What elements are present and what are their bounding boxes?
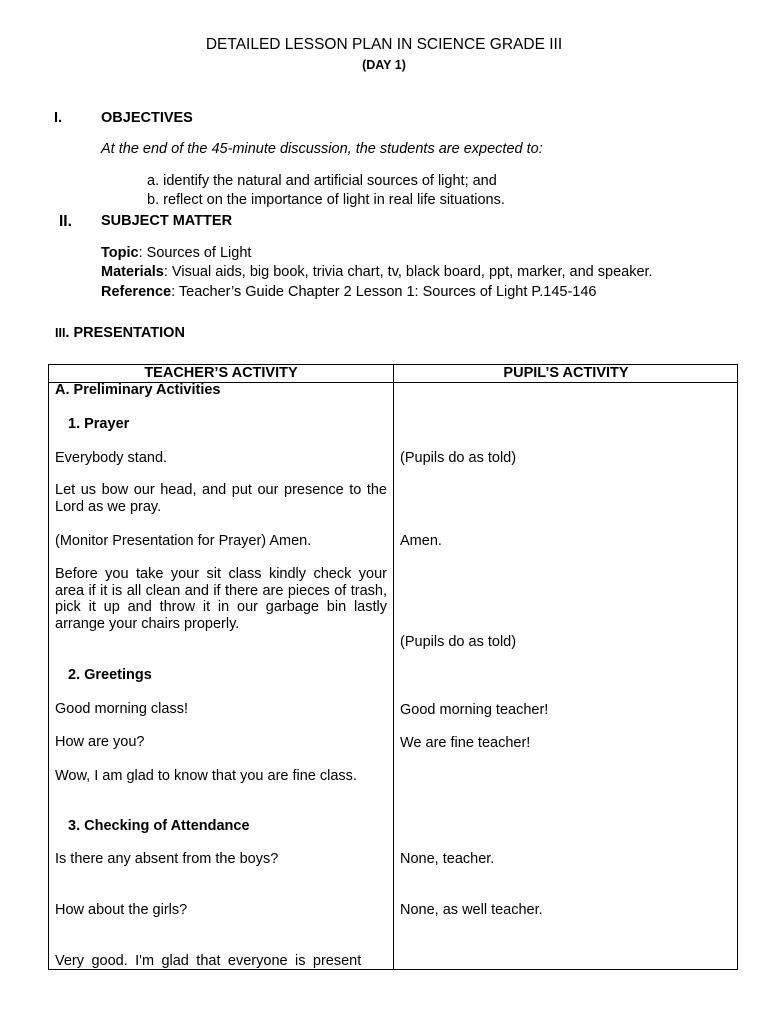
reference-value: : Teacher’s Guide Chapter 2 Lesson 1: Sources of Light P.145-146	[171, 284, 597, 300]
presentation-heading	[55, 325, 185, 341]
pupil-fine: We are fine teacher!	[400, 735, 531, 751]
teacher-very-good: Very good. I'm glad that everyone is present	[55, 953, 362, 969]
topic-label: Topic	[101, 245, 139, 261]
presentation-heading-text: . PRESENTATION	[65, 325, 185, 341]
reference-line	[101, 284, 596, 300]
document-title: DETAILED LESSON PLAN IN SCIENCE GRADE III	[205, 36, 563, 53]
teacher-absent-boys: Is there any absent from the boys?	[55, 851, 279, 867]
materials-value: : Visual aids, big book, trivia chart, tv, black board, ppt, marker, and speaker.	[163, 264, 653, 280]
attendance-heading: 3. Checking of Attendance	[68, 818, 250, 834]
pupil-good-morning: Good morning teacher!	[400, 702, 549, 718]
teacher-activity-header: TEACHER’S ACTIVITY	[144, 365, 298, 381]
teacher-good-morning: Good morning class!	[55, 701, 188, 717]
prayer-heading: 1. Prayer	[68, 416, 130, 432]
presentation-numeral: III	[55, 326, 66, 340]
pupil-do-as-told-1: (Pupils do as told)	[400, 450, 517, 466]
topic-line	[101, 245, 251, 261]
teacher-about-girls: How about the girls?	[55, 902, 188, 918]
pupil-none-as-well: None, as well teacher.	[400, 902, 543, 918]
objective-item-a: a. identify the natural and artificial sources of light; and	[147, 173, 497, 189]
activity-table	[48, 364, 738, 970]
pupil-amen: Amen.	[400, 533, 442, 549]
reference-label: Reference	[101, 284, 172, 300]
teacher-check-area: Before you take your sit class kindly check your area if it is all clean and if there are pieces of trash, pick it up and throw it in our garbage bin lastly arrange your chairs properly.	[55, 566, 387, 632]
materials-line	[101, 264, 653, 280]
pupil-do-as-told-2: (Pupils do as told)	[400, 634, 517, 650]
teacher-monitor-prayer: (Monitor Presentation for Prayer) Amen.	[55, 533, 312, 549]
greetings-heading: 2. Greetings	[68, 667, 152, 683]
objective-item-b: b. reflect on the importance of light in real life situations.	[147, 192, 505, 208]
teacher-everybody-stand: Everybody stand.	[55, 450, 168, 466]
topic-value: : Sources of Light	[138, 245, 252, 261]
day-label: (DAY 1)	[362, 58, 406, 72]
column-divider	[393, 365, 394, 969]
teacher-how-are-you: How are you?	[55, 734, 145, 750]
teacher-bow-head: Let us bow our head, and put our presence to the Lord as we pray.	[55, 482, 387, 515]
objectives-numeral: I.	[54, 110, 63, 126]
objectives-heading: OBJECTIVES	[101, 110, 193, 126]
pupil-none-teacher: None, teacher.	[400, 851, 495, 867]
pupil-activity-header: PUPIL’S ACTIVITY	[503, 365, 629, 381]
objectives-intro: At the end of the 45-minute discussion, the students are expected to:	[101, 141, 543, 157]
teacher-glad-fine: Wow, I am glad to know that you are fine class.	[55, 768, 357, 784]
preliminary-activities-heading: A. Preliminary Activities	[55, 382, 221, 398]
subject-matter-heading: SUBJECT MATTER	[101, 213, 233, 229]
subject-matter-numeral: II.	[59, 213, 72, 230]
materials-label: Materials	[101, 264, 164, 280]
